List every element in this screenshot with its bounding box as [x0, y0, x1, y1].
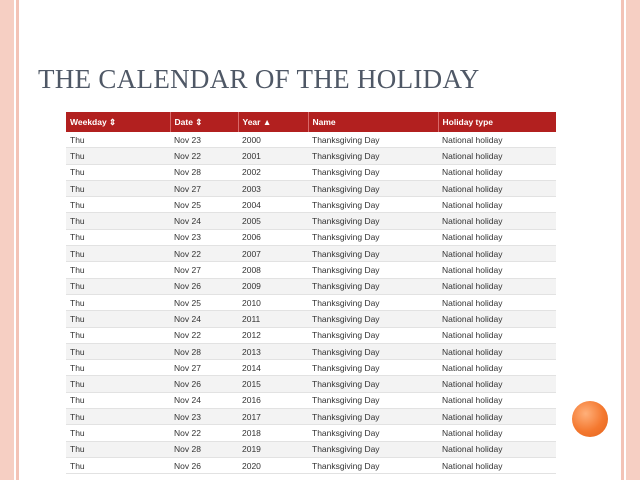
- cell-date: Nov 24: [170, 392, 238, 408]
- cell-year: 2013: [238, 343, 308, 359]
- holiday-table-container: [66, 112, 556, 474]
- cell-date: Nov 28: [170, 343, 238, 359]
- table-row: [66, 246, 556, 262]
- slide-frame-left: [0, 0, 14, 480]
- cell-holiday-type: National holiday: [438, 327, 556, 343]
- table-header-row: [66, 112, 556, 132]
- table-row: [66, 441, 556, 457]
- cell-name: Thanksgiving Day: [308, 311, 438, 327]
- cell-date: Nov 22: [170, 327, 238, 343]
- slide-frame-left-inner: [16, 0, 19, 480]
- cell-date: Nov 24: [170, 213, 238, 229]
- cell-year: 2015: [238, 376, 308, 392]
- cell-holiday-type: National holiday: [438, 262, 556, 278]
- cell-holiday-type: National holiday: [438, 311, 556, 327]
- cell-date: Nov 22: [170, 425, 238, 441]
- cell-weekday: Thu: [66, 409, 170, 425]
- cell-weekday: Thu: [66, 164, 170, 180]
- cell-holiday-type: National holiday: [438, 409, 556, 425]
- table-row: [66, 327, 556, 343]
- cell-name: Thanksgiving Day: [308, 343, 438, 359]
- cell-weekday: Thu: [66, 425, 170, 441]
- column-header-weekday[interactable]: Weekday ⇕: [66, 112, 170, 132]
- column-header-date[interactable]: Date ⇕: [170, 112, 238, 132]
- cell-date: Nov 28: [170, 441, 238, 457]
- table-row: [66, 229, 556, 245]
- cell-year: 2019: [238, 441, 308, 457]
- cell-year: 2016: [238, 392, 308, 408]
- table-row: [66, 148, 556, 164]
- cell-holiday-type: National holiday: [438, 360, 556, 376]
- table-row: [66, 197, 556, 213]
- cell-holiday-type: National holiday: [438, 213, 556, 229]
- table-row: [66, 262, 556, 278]
- cell-holiday-type: National holiday: [438, 278, 556, 294]
- cell-name: Thanksgiving Day: [308, 148, 438, 164]
- cell-holiday-type: National holiday: [438, 343, 556, 359]
- cell-year: 2017: [238, 409, 308, 425]
- slide-frame-right-inner: [621, 0, 624, 480]
- cell-weekday: Thu: [66, 311, 170, 327]
- cell-name: Thanksgiving Day: [308, 457, 438, 473]
- cell-weekday: Thu: [66, 392, 170, 408]
- slide-frame-right: [626, 0, 640, 480]
- cell-holiday-type: National holiday: [438, 164, 556, 180]
- cell-date: Nov 27: [170, 180, 238, 196]
- cell-holiday-type: National holiday: [438, 148, 556, 164]
- table-row: [66, 376, 556, 392]
- cell-weekday: Thu: [66, 327, 170, 343]
- cell-weekday: Thu: [66, 213, 170, 229]
- table-row: [66, 425, 556, 441]
- cell-year: 2000: [238, 132, 308, 148]
- cell-name: Thanksgiving Day: [308, 294, 438, 310]
- cell-year: 2005: [238, 213, 308, 229]
- table-row: [66, 278, 556, 294]
- table-row: [66, 343, 556, 359]
- table-row: [66, 457, 556, 473]
- cell-name: Thanksgiving Day: [308, 278, 438, 294]
- cell-date: Nov 27: [170, 360, 238, 376]
- cell-date: Nov 23: [170, 229, 238, 245]
- cell-name: Thanksgiving Day: [308, 213, 438, 229]
- cell-name: Thanksgiving Day: [308, 327, 438, 343]
- cell-weekday: Thu: [66, 360, 170, 376]
- table-row: [66, 392, 556, 408]
- cell-holiday-type: National holiday: [438, 132, 556, 148]
- cell-name: Thanksgiving Day: [308, 441, 438, 457]
- cell-date: Nov 22: [170, 246, 238, 262]
- cell-weekday: Thu: [66, 278, 170, 294]
- table-row: [66, 213, 556, 229]
- cell-weekday: Thu: [66, 294, 170, 310]
- cell-date: Nov 26: [170, 376, 238, 392]
- holiday-table: [66, 112, 556, 474]
- cell-year: 2018: [238, 425, 308, 441]
- cell-year: 2007: [238, 246, 308, 262]
- column-header-holiday-type[interactable]: Holiday type: [438, 112, 556, 132]
- cell-name: Thanksgiving Day: [308, 360, 438, 376]
- cell-date: Nov 25: [170, 197, 238, 213]
- cell-holiday-type: National holiday: [438, 376, 556, 392]
- cell-name: Thanksgiving Day: [308, 262, 438, 278]
- cell-weekday: Thu: [66, 197, 170, 213]
- cell-holiday-type: National holiday: [438, 425, 556, 441]
- column-header-year[interactable]: Year ▲: [238, 112, 308, 132]
- cell-year: 2009: [238, 278, 308, 294]
- cell-name: Thanksgiving Day: [308, 246, 438, 262]
- cell-name: Thanksgiving Day: [308, 392, 438, 408]
- cell-year: 2012: [238, 327, 308, 343]
- cell-holiday-type: National holiday: [438, 197, 556, 213]
- cell-name: Thanksgiving Day: [308, 197, 438, 213]
- cell-holiday-type: National holiday: [438, 229, 556, 245]
- cell-year: 2011: [238, 311, 308, 327]
- cell-weekday: Thu: [66, 457, 170, 473]
- table-row: [66, 294, 556, 310]
- cell-name: Thanksgiving Day: [308, 409, 438, 425]
- cell-holiday-type: National holiday: [438, 441, 556, 457]
- cell-weekday: Thu: [66, 246, 170, 262]
- cell-date: Nov 26: [170, 278, 238, 294]
- cell-holiday-type: National holiday: [438, 457, 556, 473]
- cell-date: Nov 24: [170, 311, 238, 327]
- cell-name: Thanksgiving Day: [308, 164, 438, 180]
- cell-year: 2006: [238, 229, 308, 245]
- cell-year: 2010: [238, 294, 308, 310]
- table-row: [66, 164, 556, 180]
- cell-weekday: Thu: [66, 262, 170, 278]
- cell-holiday-type: National holiday: [438, 392, 556, 408]
- decorative-circle-icon: [572, 401, 608, 437]
- cell-date: Nov 27: [170, 262, 238, 278]
- slide-title: THE CALENDAR OF THE HOLIDAY: [38, 64, 480, 94]
- cell-year: 2008: [238, 262, 308, 278]
- cell-year: 2001: [238, 148, 308, 164]
- slide-frame-right-line: [624, 0, 626, 480]
- cell-date: Nov 26: [170, 457, 238, 473]
- cell-date: Nov 25: [170, 294, 238, 310]
- cell-weekday: Thu: [66, 180, 170, 196]
- cell-date: Nov 22: [170, 148, 238, 164]
- table-row: [66, 360, 556, 376]
- cell-holiday-type: National holiday: [438, 246, 556, 262]
- cell-weekday: Thu: [66, 229, 170, 245]
- table-row: [66, 311, 556, 327]
- cell-date: Nov 23: [170, 132, 238, 148]
- cell-holiday-type: National holiday: [438, 294, 556, 310]
- cell-weekday: Thu: [66, 441, 170, 457]
- cell-weekday: Thu: [66, 376, 170, 392]
- table-row: [66, 132, 556, 148]
- column-header-name[interactable]: Name: [308, 112, 438, 132]
- cell-holiday-type: National holiday: [438, 180, 556, 196]
- cell-name: Thanksgiving Day: [308, 180, 438, 196]
- cell-year: 2002: [238, 164, 308, 180]
- cell-name: Thanksgiving Day: [308, 425, 438, 441]
- table-row: [66, 180, 556, 196]
- cell-weekday: Thu: [66, 343, 170, 359]
- cell-year: 2020: [238, 457, 308, 473]
- cell-year: 2003: [238, 180, 308, 196]
- cell-name: Thanksgiving Day: [308, 132, 438, 148]
- cell-name: Thanksgiving Day: [308, 229, 438, 245]
- table-body: [66, 132, 556, 474]
- table-row: [66, 409, 556, 425]
- cell-year: 2014: [238, 360, 308, 376]
- cell-date: Nov 23: [170, 409, 238, 425]
- cell-weekday: Thu: [66, 132, 170, 148]
- cell-year: 2004: [238, 197, 308, 213]
- cell-date: Nov 28: [170, 164, 238, 180]
- cell-weekday: Thu: [66, 148, 170, 164]
- cell-name: Thanksgiving Day: [308, 376, 438, 392]
